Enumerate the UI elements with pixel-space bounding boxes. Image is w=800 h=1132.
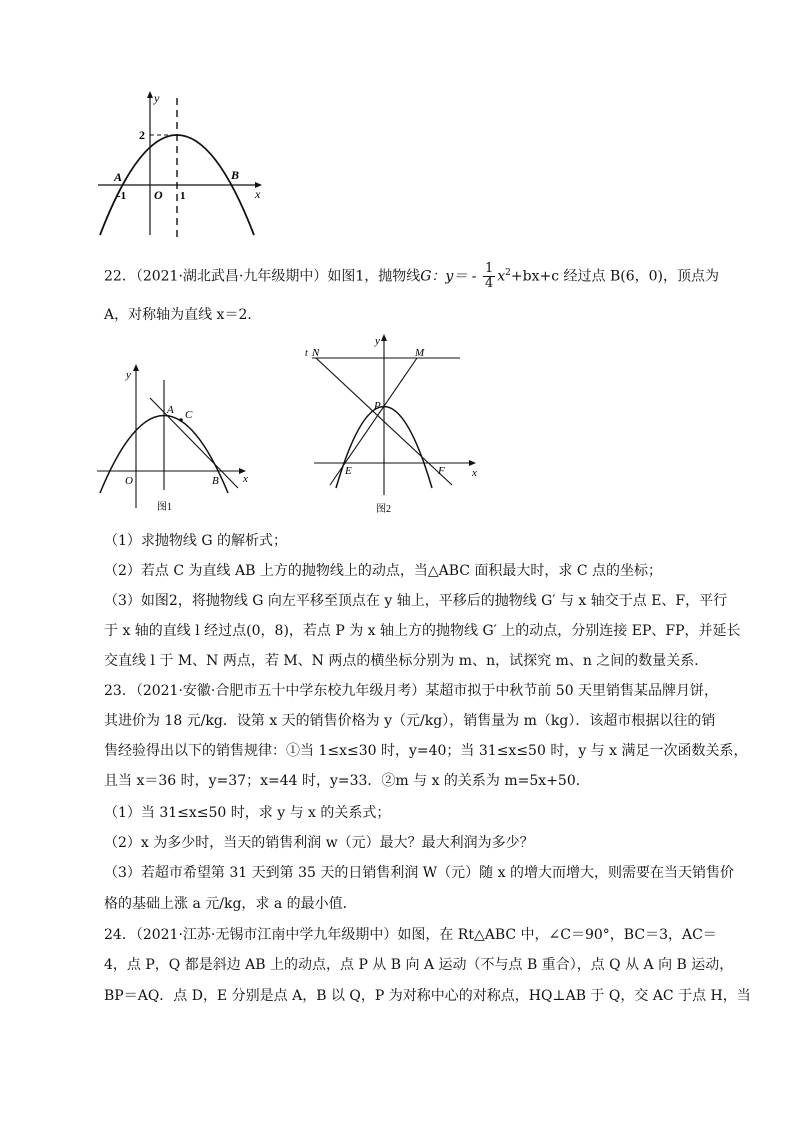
q23-part-3-line-2: 格的基础上涨 a 元/kg，求 a 的最小值．: [104, 896, 357, 912]
label-x: x: [243, 473, 248, 485]
q22-exponent: 2: [505, 268, 511, 278]
label-2: 2: [139, 128, 145, 142]
figure-1-caption: 图1: [157, 502, 172, 513]
q22-text-x: x: [497, 268, 506, 285]
label-C: C: [185, 409, 193, 421]
label-B: B: [212, 475, 219, 487]
q22-text-b: G：y＝ -: [420, 268, 481, 285]
figure-top-parabola: [95, 90, 270, 240]
label-F: F: [438, 465, 445, 477]
label-y: y: [375, 335, 380, 347]
q22-text-a: 22．（2021·湖北武昌·九年级期中）如图1，抛物线: [104, 268, 421, 285]
q24-line-1: 24．（2021·江苏·无锡市江南中学九年级期中）如图，在 Rt△ABC 中，∠C＝90°，BC＝3，AC＝: [104, 927, 717, 943]
label-y: y: [154, 91, 160, 105]
label-B: B: [231, 168, 240, 182]
figure-2-caption: 图2: [376, 504, 391, 515]
label-M: M: [415, 347, 425, 359]
label-x: x: [472, 467, 477, 479]
q22-line-1: [104, 262, 719, 291]
q24-line-2: 4，点 P，Q 都是斜边 AB 上的动点，点 P 从 B 向 A 运动（不与点 B 重合），点 Q 从 A 向 B 运动，: [104, 957, 734, 973]
label-1: 1: [180, 190, 186, 202]
line-AB: [150, 398, 238, 488]
label-t: t: [305, 348, 308, 359]
label-O: O: [125, 475, 133, 487]
fraction-denominator: 4: [484, 276, 494, 292]
q22-part-2: （2）若点 C 为直线 AB 上方的抛物线上的动点，当△ABC 面积最大时，求 C 点的坐标；: [104, 563, 663, 579]
y-axis-arrow: [147, 91, 153, 98]
q22-text-d: +bx+c 经过点 B(6，0)，顶点为: [510, 268, 719, 285]
label-E: E: [345, 465, 352, 477]
q22-part-1: （1）求抛物线 G 的解析式；: [104, 533, 287, 549]
label-N: N: [312, 347, 320, 359]
point-C: [179, 418, 183, 422]
label-P: P: [374, 400, 381, 412]
q22-part-3-line-2: 于 x 轴的直线 l 经过点(0，8)，若点 P 为 x 轴上方的抛物线 G′ 上的动点，分别连接 EP、FP，并延长: [104, 623, 741, 639]
q23-part-3-line-1: （3）若超市希望第 31 天到第 35 天的日销售利润 W（元）随 x 的增大而增大，则需要在当天销售价: [104, 865, 734, 881]
q22-part-3-line-3: 交直线 l 于 M、N 两点，若 M、N 两点的横坐标分别为 m、n，试探究 m、n 之间的数量关系．: [104, 653, 709, 669]
q22-part-3-line-1: （3）如图2，将抛物线 G 向左平移至顶点在 y 轴上，平移后的抛物线 G′ 与 x 轴交于点 E、F，平行: [104, 593, 728, 609]
label-neg1: -1: [117, 190, 127, 202]
label-x: x: [255, 187, 261, 201]
figure-1: [95, 358, 255, 518]
q23-part-2: （2）x 为多少时，当天的销售利润 w（元）最大？最大利润为多少？: [104, 835, 534, 851]
label-O: O: [154, 188, 163, 202]
q22-line-2: A，对称轴为直线 x＝2．: [104, 307, 262, 323]
q23-line-1: 23．（2021·安徽·合肥市五十中学东校九年级月考）某超市拟于中秋节前 50 天里销售某品牌月饼，: [104, 683, 719, 699]
q23-part-1: （1）当 31≤x≤50 时，求 y 与 x 的关系式；: [104, 805, 391, 821]
label-A: A: [167, 404, 174, 416]
x-axis-arrow: [469, 460, 476, 466]
label-A: A: [114, 170, 123, 184]
y-axis-arrow: [381, 334, 387, 341]
q24-line-3: BP＝AQ．点 D，E 分别是点 A，B 以 Q，P 为对称中心的对称点，HQ⊥AB 于 Q，交 AC 于点 H，当: [104, 988, 751, 1004]
y-axis-arrow: [133, 364, 139, 371]
figure-2: [302, 330, 492, 520]
q23-line-2: 其进价为 18 元/kg．设第 x 天的销售价格为 y（元/kg），销售量为 m（kg）．该超市根据以往的销: [104, 713, 716, 729]
fraction-one-quarter: [483, 262, 495, 291]
label-y: y: [126, 369, 131, 381]
q23-line-3: 售经验得出以下的销售规律：①当 1≤x≤30 时，y=40；当 31≤x≤50 时，y 与 x 满足一次函数关系，: [104, 743, 748, 759]
fraction-numerator: 1: [484, 261, 494, 277]
q23-line-4: 且当 x＝36 时，y=37；x=44 时，y=33．②m 与 x 的关系为 m=5x+50．: [104, 773, 590, 789]
